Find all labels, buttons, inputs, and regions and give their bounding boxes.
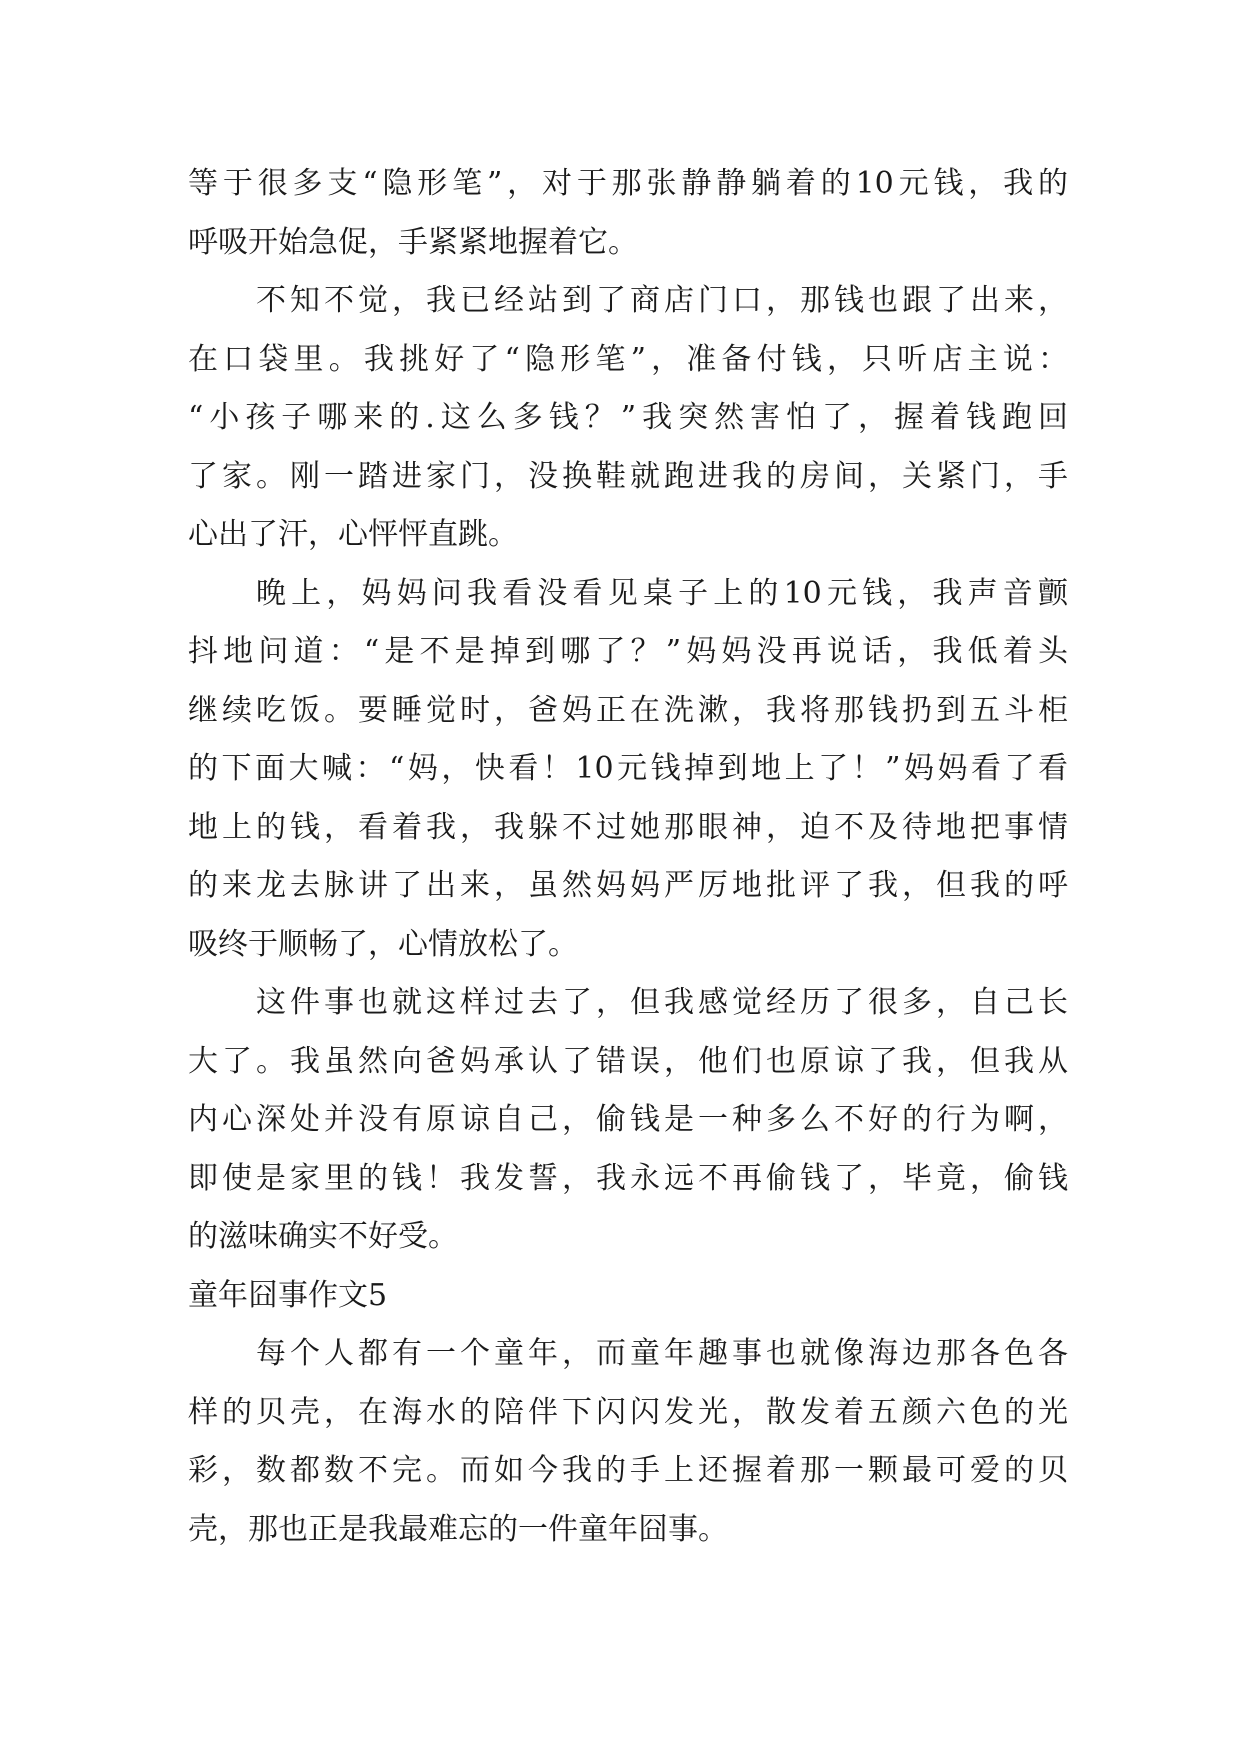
text-line: 壳，那也正是我最难忘的一件童年囧事。 (188, 1511, 728, 1547)
text-line: 大了。我虽然向爸妈承认了错误，他们也原谅了我，但我从 (188, 1043, 1068, 1079)
text-line: 晚上，妈妈问我看没看见桌子上的10元钱，我声音颤 (256, 575, 1068, 611)
text-line: 彩，数都数不完。而如今我的手上还握着那一颗最可爱的贝 (188, 1453, 1068, 1488)
text-line: “小孩子哪来的.这么多钱？”我突然害怕了，握着钱跑回 (188, 400, 1068, 435)
text-line: 等于很多支“隐形笔”，对于那张静静躺着的10元钱，我的 (188, 166, 1068, 201)
text-line: 地上的钱，看着我，我躲不过她那眼神，迫不及待地把事情 (188, 809, 1068, 845)
text-line: 了家。刚一踏进家门，没换鞋就跑进我的房间，关紧门，手 (188, 458, 1068, 494)
text-line: 的滋味确实不好受。 (188, 1219, 458, 1254)
text-line: 不知不觉，我已经站到了商店门口，那钱也跟了出来， (256, 283, 1068, 318)
document-body (188, 155, 1068, 1559)
text-line: 即使是家里的钱！我发誓，我永远不再偷钱了，毕竟，偷钱 (188, 1160, 1068, 1196)
text-line: 这件事也就这样过去了，但我感觉经历了很多，自己长 (256, 985, 1068, 1020)
text-line: 心出了汗，心怦怦直跳。 (188, 517, 518, 552)
text-line: 呼吸开始急促，手紧紧地握着它。 (188, 224, 638, 260)
text-line: 继续吃饭。要睡觉时，爸妈正在洗漱，我将那钱扔到五斗柜 (188, 692, 1068, 728)
text-line: 样的贝壳，在海水的陪伴下闪闪发光，散发着五颜六色的光 (188, 1394, 1068, 1430)
essay-heading: 童年囧事作文5 (188, 1277, 388, 1313)
text-line: 抖地问道：“是不是掉到哪了？”妈妈没再说话，我低着头 (188, 634, 1068, 669)
text-line: 内心深处并没有原谅自己，偷钱是一种多么不好的行为啊， (188, 1102, 1068, 1137)
text-line: 每个人都有一个童年，而童年趣事也就像海边那各色各 (256, 1336, 1068, 1371)
text-line: 的来龙去脉讲了出来，虽然妈妈严厉地批评了我，但我的呼 (188, 868, 1068, 903)
essay5-paragraphs (188, 1325, 1068, 1559)
text-line: 在口袋里。我挑好了“隐形笔”，准备付钱，只听店主说： (188, 341, 1068, 377)
essay-paragraphs (188, 155, 1068, 1267)
text-line: 的下面大喊：“妈，快看！10元钱掉到地上了！”妈妈看了看 (188, 751, 1068, 786)
text-line: 吸终于顺畅了，心情放松了。 (188, 926, 578, 962)
